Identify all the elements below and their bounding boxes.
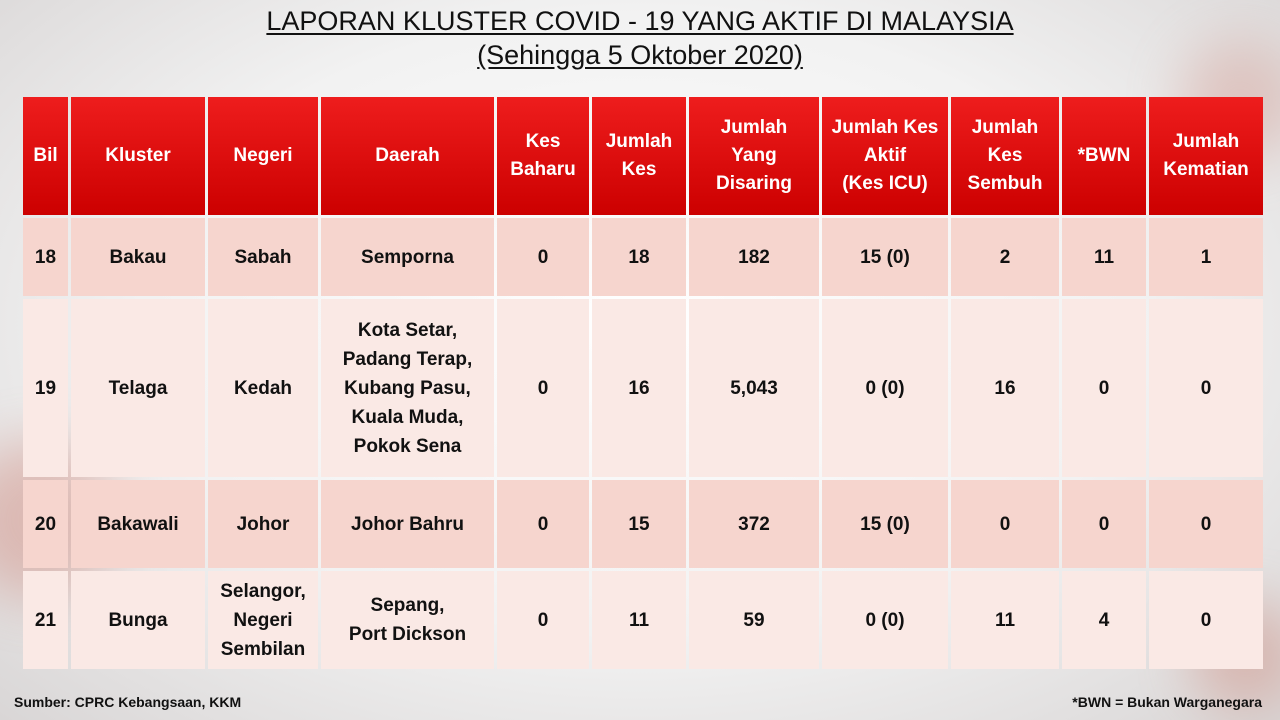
cell-kluster: Bakawali (71, 480, 205, 568)
cell-bwn: 11 (1062, 218, 1146, 296)
cell-daerah: Kota Setar, Padang Terap, Kubang Pasu, Kuala Muda, Pokok Sena (321, 299, 494, 477)
cell-jumlah-kes: 18 (592, 218, 686, 296)
report-title-line-1: LAPORAN KLUSTER COVID - 19 YANG AKTIF DI MALAYSIA (266, 6, 1014, 36)
cell-kes-aktif: 0 (0) (822, 571, 948, 669)
header-kes-aktif: Jumlah Kes Aktif (Kes ICU) (822, 97, 948, 215)
cell-kes-baharu: 0 (497, 299, 589, 477)
cell-kluster: Bunga (71, 571, 205, 669)
cell-bwn: 4 (1062, 571, 1146, 669)
header-bwn: *BWN (1062, 97, 1146, 215)
cell-kes-sembuh: 0 (951, 480, 1059, 568)
cell-kes-sembuh: 11 (951, 571, 1059, 669)
cell-kematian: 1 (1149, 218, 1263, 296)
header-kluster: Kluster (71, 97, 205, 215)
table-row (23, 299, 1263, 477)
bwn-footnote: *BWN = Bukan Warganegara (1072, 694, 1262, 710)
cell-kes-aktif: 15 (0) (822, 480, 948, 568)
cell-negeri: Selangor, Negeri Sembilan (208, 571, 318, 669)
table-row (23, 480, 1263, 568)
cell-kematian: 0 (1149, 480, 1263, 568)
report-title (0, 4, 1280, 72)
cell-kluster: Telaga (71, 299, 205, 477)
cell-jumlah-disaring: 372 (689, 480, 819, 568)
cell-jumlah-kes: 16 (592, 299, 686, 477)
table-header-row (23, 97, 1263, 215)
header-bil: Bil (23, 97, 68, 215)
header-jumlah-disaring: Jumlah Yang Disaring (689, 97, 819, 215)
cell-jumlah-disaring: 59 (689, 571, 819, 669)
cell-jumlah-kes: 15 (592, 480, 686, 568)
cell-kes-aktif: 15 (0) (822, 218, 948, 296)
table-row (23, 218, 1263, 296)
header-jumlah-kes: Jumlah Kes (592, 97, 686, 215)
cell-kluster: Bakau (71, 218, 205, 296)
header-daerah: Daerah (321, 97, 494, 215)
cell-kes-sembuh: 16 (951, 299, 1059, 477)
cell-kes-baharu: 0 (497, 218, 589, 296)
cell-bil: 18 (23, 218, 68, 296)
cell-jumlah-disaring: 182 (689, 218, 819, 296)
cell-negeri: Kedah (208, 299, 318, 477)
cell-kes-aktif: 0 (0) (822, 299, 948, 477)
header-negeri: Negeri (208, 97, 318, 215)
cell-daerah: Johor Bahru (321, 480, 494, 568)
cell-jumlah-kes: 11 (592, 571, 686, 669)
cell-daerah: Semporna (321, 218, 494, 296)
header-kematian: Jumlah Kematian (1149, 97, 1263, 215)
cell-kes-baharu: 0 (497, 480, 589, 568)
cluster-table (20, 94, 1266, 672)
cell-kes-baharu: 0 (497, 571, 589, 669)
cell-bil: 19 (23, 299, 68, 477)
source-note: Sumber: CPRC Kebangsaan, KKM (14, 694, 242, 710)
report-title-date: (Sehingga 5 Oktober 2020) (477, 40, 803, 70)
cell-kematian: 0 (1149, 299, 1263, 477)
table-row (23, 571, 1263, 669)
header-kes-baharu: Kes Baharu (497, 97, 589, 215)
cell-daerah: Sepang, Port Dickson (321, 571, 494, 669)
cell-jumlah-disaring: 5,043 (689, 299, 819, 477)
cell-bil: 21 (23, 571, 68, 669)
header-kes-sembuh: Jumlah Kes Sembuh (951, 97, 1059, 215)
cell-kes-sembuh: 2 (951, 218, 1059, 296)
cell-negeri: Sabah (208, 218, 318, 296)
cell-bil: 20 (23, 480, 68, 568)
cell-bwn: 0 (1062, 480, 1146, 568)
cell-bwn: 0 (1062, 299, 1146, 477)
cell-kematian: 0 (1149, 571, 1263, 669)
cell-negeri: Johor (208, 480, 318, 568)
